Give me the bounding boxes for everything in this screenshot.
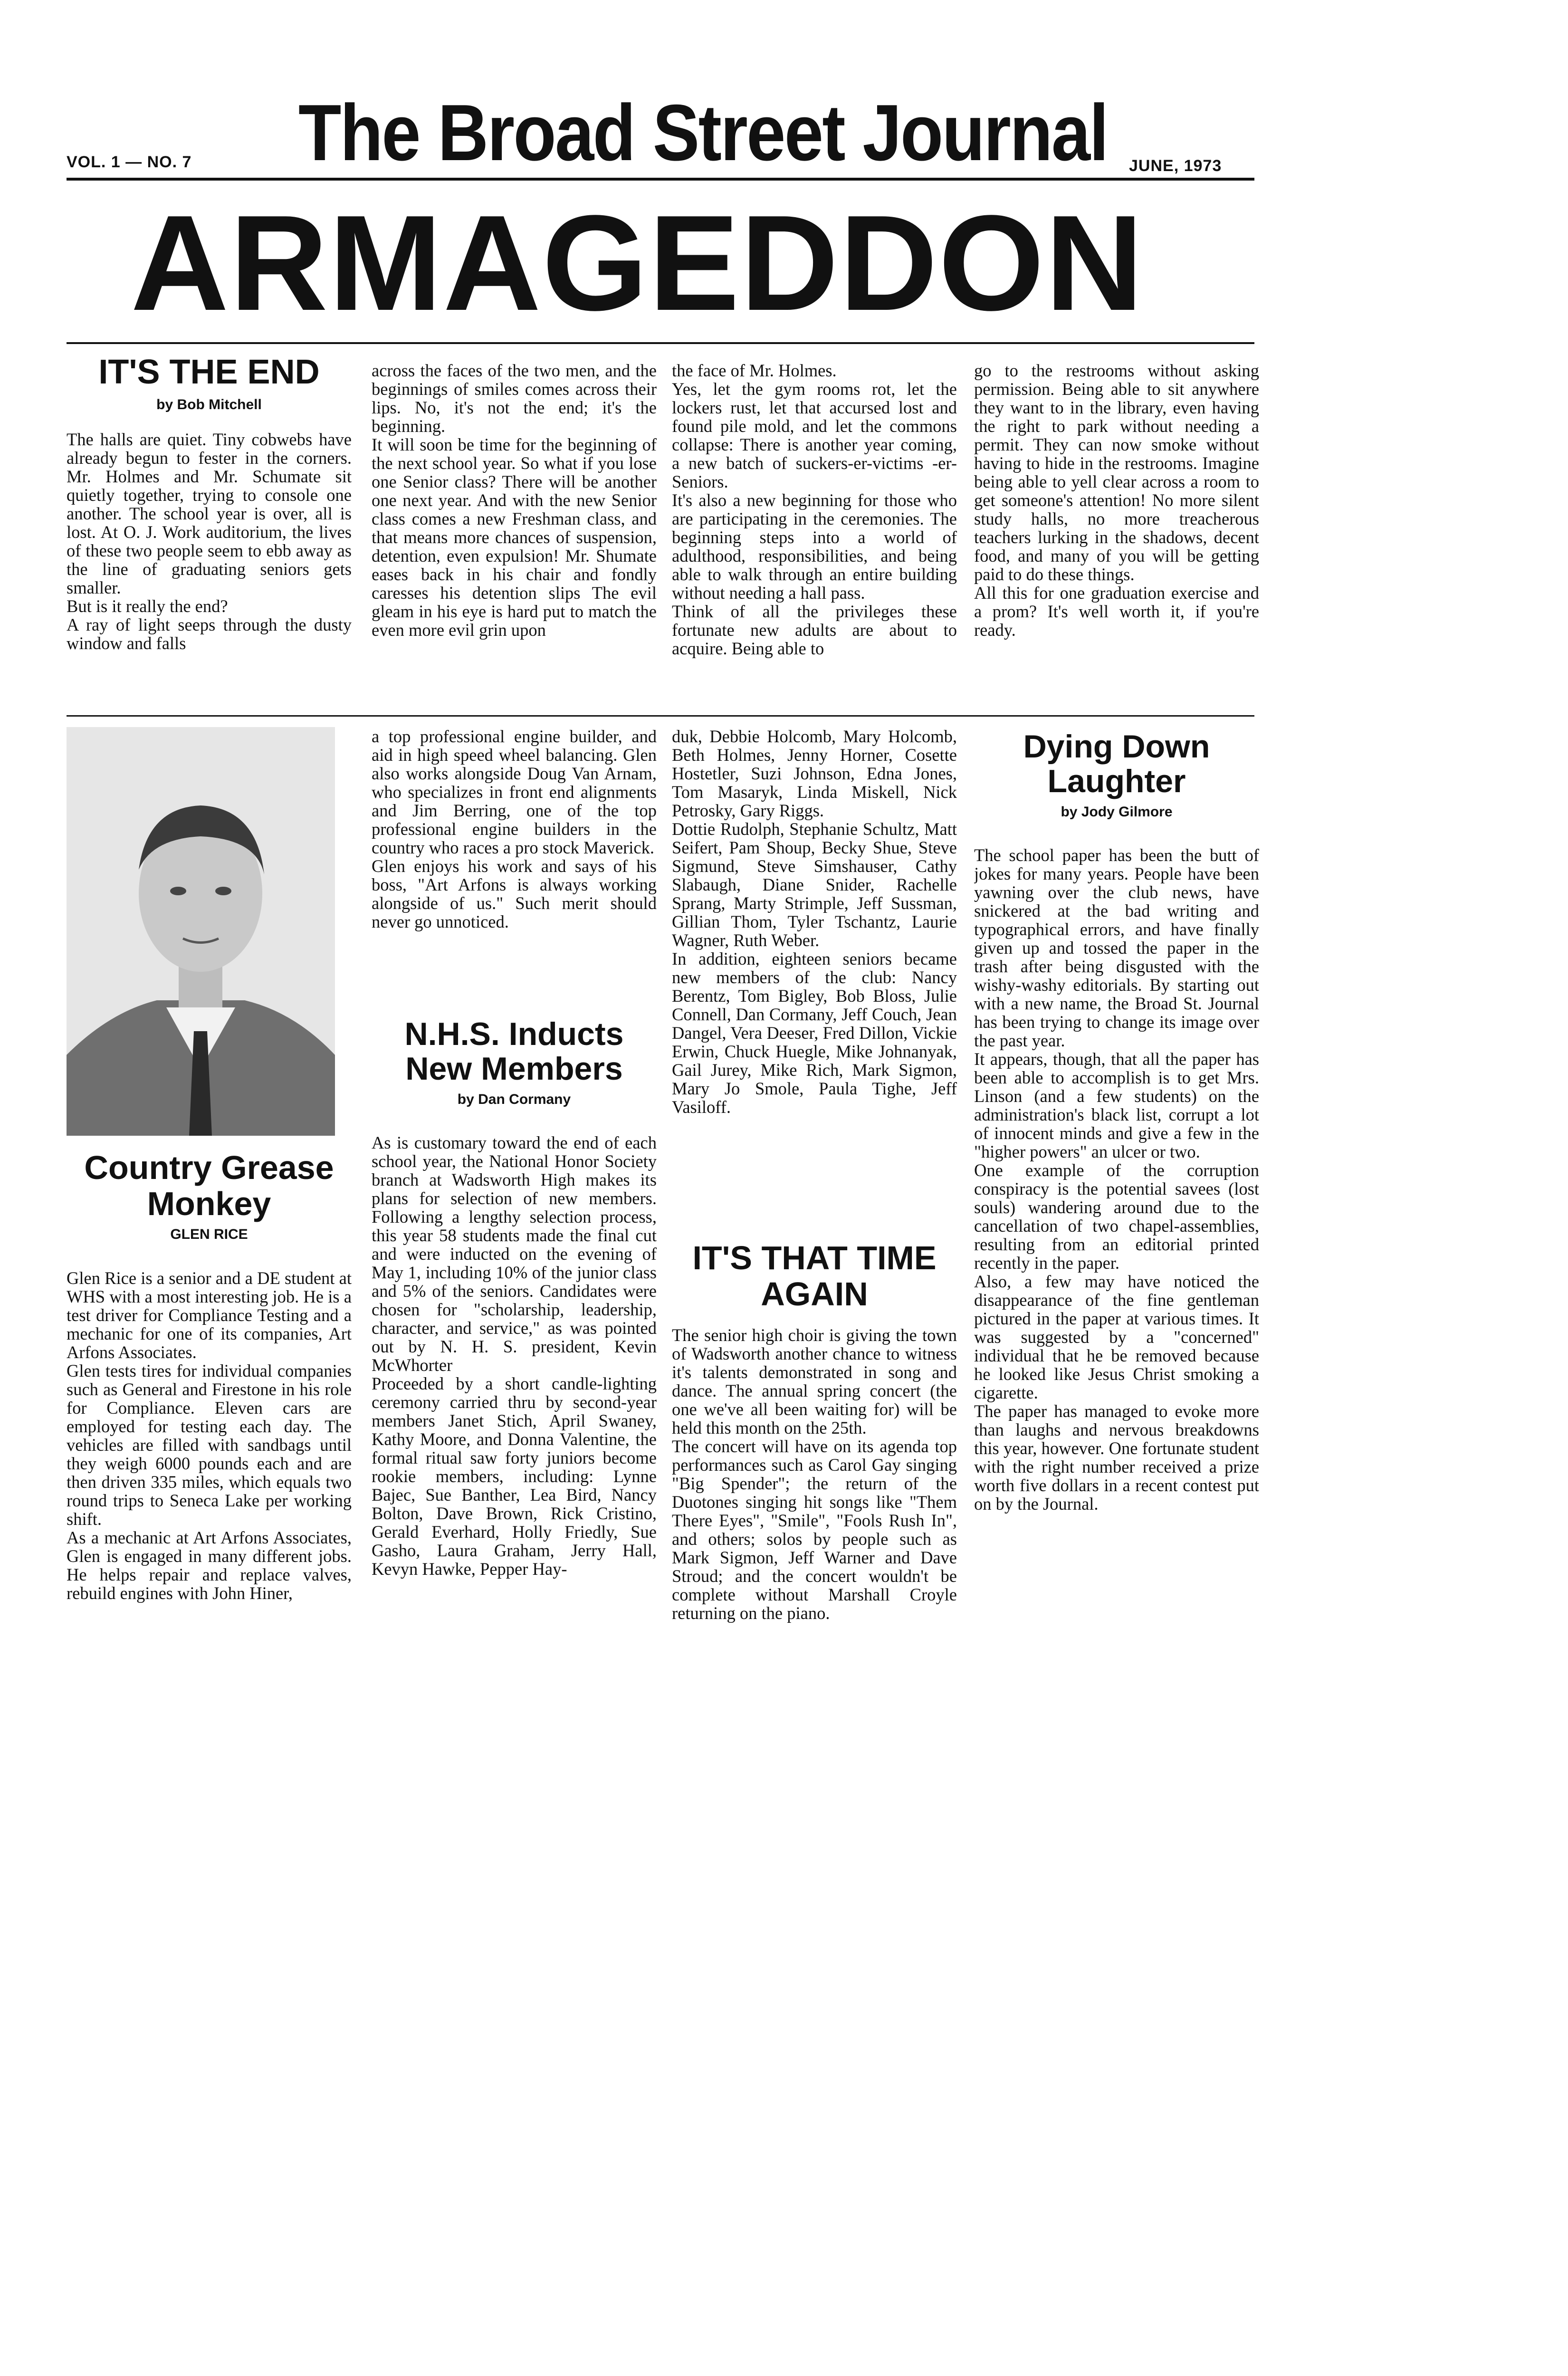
nhs-story-byline: by Dan Cormany xyxy=(457,1091,571,1107)
grease-story-headline: Country Grease Monkey xyxy=(84,1149,334,1222)
end-story-col-2 xyxy=(372,361,657,706)
end-story-col-1 xyxy=(67,430,352,706)
end-story-col-3 xyxy=(672,361,957,706)
nhs-story-text-1: As is customary toward the end of each school year, the National Honor Society branch at Wadsworth High makes its plans for selection of new members. Following a lengthy selection process, this year 58 students made the final cut and were inducted on the evening of May 1, including 10% of the junior class and 5% of the seniors. Candidates were chosen for "scholarship, leadership, character, and service," as was pointed out by N. H. S. president, Kevin McWhorter Proceeded by a short candle-lighting ceremony carried thru by second-year members Janet Stich, April Swaney, Kathy Moore, and Donna Valentine, the formal ritual saw forty juniors become rookie members, including: Lynne Bajec, Sue Banther, Lea Bird, Nancy Bolton, Dave Brown, Rick Cristino, Gerald Everhard, Holly Friedly, Sue Gasho, Laura Graham, Jerry Hall, Kevyn Hawke, Pepper Hay- xyxy=(372,1133,657,1579)
end-story-header xyxy=(67,354,352,413)
grease-story-col-2 xyxy=(372,727,657,1022)
banner-rule xyxy=(67,342,1254,344)
glen-rice-photo xyxy=(67,727,335,1136)
end-story-text-4: go to the restrooms without asking permission. Being able to sit anywhere they want to in the library, even having the right to park without needing a permit. They can now smoke without having to hide in the restrooms. Imagine being able to yell clear across a room to get someone's attention! No more silent study halls, no more treacherous teachers lurking in the shadows, decent food, and many of you will be getting paid to do these things. All this for one graduation exercise and a prom? It's well worth it, if you're ready. xyxy=(974,361,1259,640)
grease-story-text-1: Glen Rice is a senior and a DE student at WHS with a most interesting job. He is a test driver for Compliance Testing and a mechanic for one of its companies, Art Arfons Associates. Glen tests tires for individual companies such as General and Firestone in his role for Compliance. Eleven cars are employed for testing each day. The vehicles are filled with sandbags until they weigh 6000 pounds each and are then driven 335 miles, which equals two round trips to Seneca Lake per working shift. As a mechanic at Art Arfons Associates, Glen is engaged in many different jobs. He helps repair and replace valves, rebuild engines with John Hiner, xyxy=(67,1269,352,1603)
end-story-col-4 xyxy=(974,361,1259,706)
end-story-headline: IT'S THE END xyxy=(98,353,320,391)
laughter-story-col xyxy=(974,846,1259,1699)
portrait-illustration xyxy=(67,727,335,1136)
banner-headline: ARMAGEDDON xyxy=(131,187,1145,339)
laughter-story-byline: by Jody Gilmore xyxy=(1061,804,1173,820)
choir-story-headline: IT'S THAT TIME AGAIN xyxy=(692,1239,937,1313)
volume-number: VOL. 1 — NO. 7 xyxy=(67,153,192,171)
nhs-story-text-2: duk, Debbie Holcomb, Mary Holcomb, Beth Holmes, Jenny Horner, Cosette Hostetler, Suzi Johnson, Edna Jones, Tom Masaryk, Linda Miskell, Nick Petrosky, Gary Riggs. Dottie Rudolph, Stephanie Schultz, Matt Seifert, Pam Shoup, Becky Shue, Steve Sigmund, Steve Simshauser, Cathy Slabaugh, Diane Snider, Rachelle Sprang, Marty Strimple, Jeff Sussman, Gillian Thom, Tyler Tschantz, Laurie Wagner, Ruth Weber. In addition, eighteen seniors became new members of the club: Nancy Berentz, Tom Bigley, Bob Bloss, Julie Connell, Dan Cormany, Jeff Couch, Jean Dangel, Vera Deeser, Fred Dillon, Vickie Erwin, Chuck Huegle, Mike Johnanyak, Gail Jurey, Mike Rich, Mark Sigmon, Mary Jo Smole, Paula Tighe, Jeff Vasiloff. xyxy=(672,727,957,1117)
nhs-story-col-1 xyxy=(372,1133,657,1699)
end-story-text-3: the face of Mr. Holmes. Yes, let the gym rooms rot, let the lockers rust, let that accursed lost and found pile mold, and let the commons collapse: There is another year coming, a new batch of suckers-er-victims -er-Seniors. It's also a new beginning for those who are participating in the ceremonies. The beginning steps into a world of adulthood, responsibilities, and being able to walk through an entire building without needing a hall pass. Think of all the privileges these fortunate new adults are about to acquire. Being able to xyxy=(672,361,957,658)
end-story-byline: by Bob Mitchell xyxy=(156,396,262,412)
grease-story-text-2: a top professional engine builder, and aid in high speed wheel balancing. Glen also works alongside Doug Van Arnam, who specializes in front end alignments and Jim Berring, one of the top professional engine builders in the country who races a pro stock Maverick. Glen enjoys his work and says of his boss, "Art Arfons is always working alongside of us." Such merit should never go unnoticed. xyxy=(372,727,657,931)
nhs-story-col-2 xyxy=(672,727,957,1231)
nhs-story-header xyxy=(372,1017,657,1119)
grease-story-col-1 xyxy=(67,1269,352,1699)
laughter-story-text: The school paper has been the butt of jokes for many years. People have been yawning over the club news, have snickered at the bad writing and typographical errors, and have finally given up and tossed the paper in the trash after being disgusted with the wishy-washy editorials. By starting out with a new name, the Broad St. Journal has been trying to change its image over the past year. It appears, though, that all the paper has been able to accomplish is to get Mrs. Linson (and a few students) on the administration's black list, corrupt a lot of innocent minds and give a few in the "higher powers" an ulcer or two. One example of the corruption conspiracy is the potential savees (lost souls) wandering around due to the cancellation of two chapel-assemblies, resulting from an editorial printed recently in the paper. Also, a few may have noticed the disappearance of the fine gentleman pictured in the paper at various times. It was suggested by a "concerned" individual that he be removed because he looked like Jesus Christ smoking a cigarette. The paper has managed to evoke more than laughs and nervous breakdowns this year, however. One fortunate student with the right number received a prize worth five dollars in a recent contest put on by the Journal. xyxy=(974,846,1259,1514)
issue-date: JUNE, 1973 xyxy=(1129,157,1222,175)
laughter-story-header xyxy=(974,729,1259,832)
section-rule xyxy=(67,715,1254,717)
end-story-text-1: The halls are quiet. Tiny cobwebs have already begun to fester in the corners. Mr. Holmes and Mr. Schumate sit quietly together, trying to console one another. The school year is over, all is lost. At O. J. Work auditorium, the lives of these two people seem to ebb away as the line of graduating seniors gets smaller. But is it really the end? A ray of light seeps through the dusty window and falls xyxy=(67,430,352,653)
masthead-rule xyxy=(67,178,1254,181)
masthead-title: The Broad Street Journal xyxy=(298,88,1108,177)
grease-story-header xyxy=(67,1150,352,1254)
laughter-story-headline: Dying Down Laughter xyxy=(1023,728,1210,800)
end-story-text-2: across the faces of the two men, and the beginnings of smiles comes across their lips. No, it's not the end; it's the beginning. It will soon be time for the beginning of the next school year. So what if you lose one Senior class? There will be another one next year. And with the new Senior class comes a new Freshman class, and that means more chances of suspension, detention, even expulsion! Mr. Shumate eases back in his chair and fondly caresses his detention slips The evil gleam in his eye is hard put to match the even more evil grin upon xyxy=(372,361,657,640)
nhs-story-headline: N.H.S. Inducts New Members xyxy=(404,1016,624,1087)
choir-story-header xyxy=(672,1240,957,1312)
choir-story-text: The senior high choir is giving the town of Wadsworth another chance to witness it's talents demonstrated in song and dance. The annual spring concert (the one we've all been waiting for) will be held this month on the 25th. The concert will have on its agenda top performances such as Carol Gay singing "Big Spender"; the return of the Duotones singing hit songs like "Them There Eyes", "Smile", "Fools Rush In", and others; solos by people such as Mark Sigmon, Jeff Warner and Dave Stroud; and the concert wouldn't be complete without Marshall Croyle returning on the piano. xyxy=(672,1326,957,1623)
choir-story-col xyxy=(672,1326,957,1699)
grease-story-byline: GLEN RICE xyxy=(170,1226,248,1243)
